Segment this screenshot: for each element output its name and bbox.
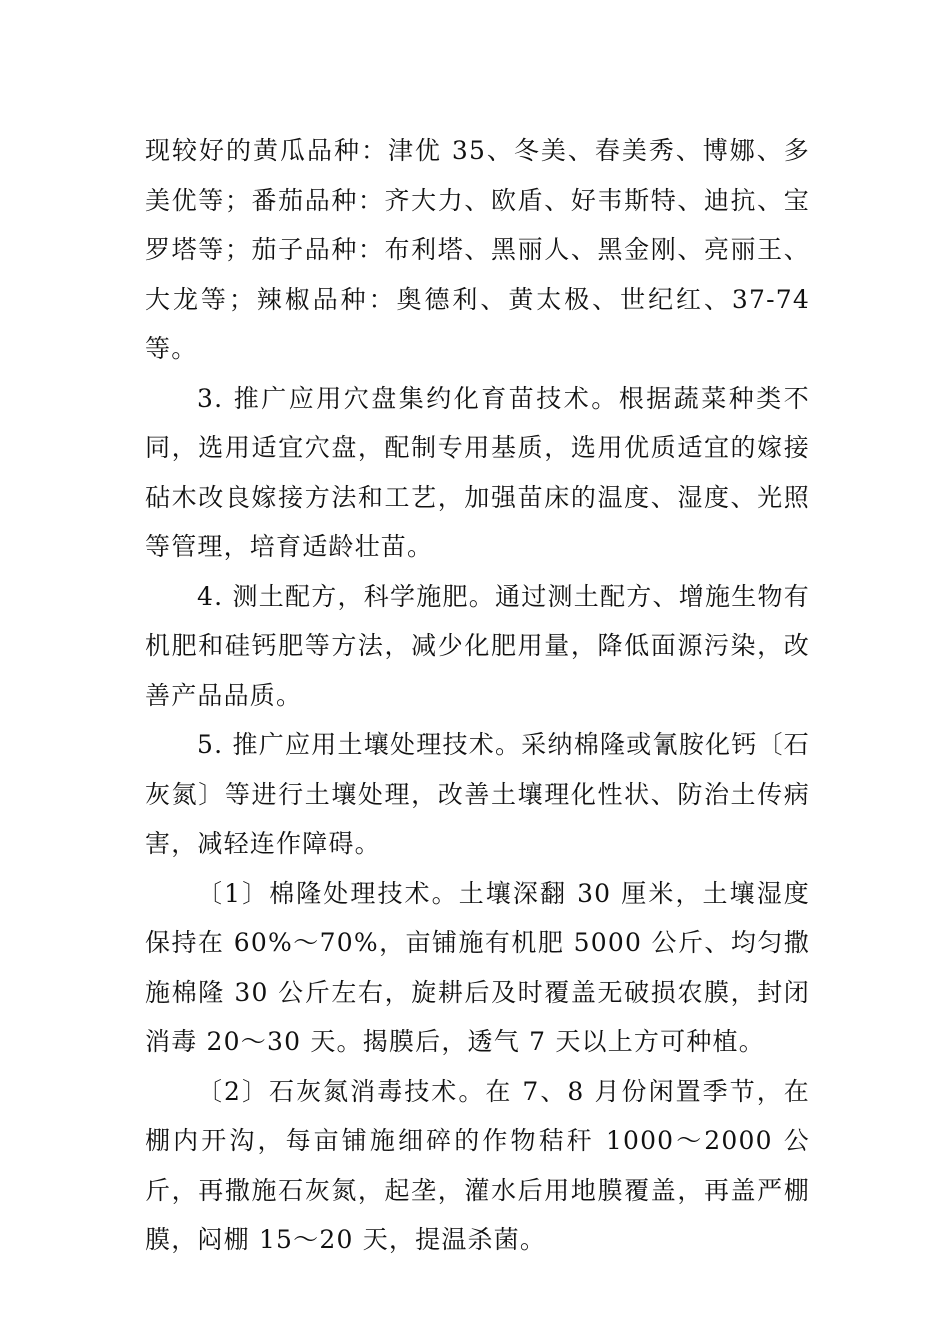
- paragraph-seedling-technique: 3. 推广应用穴盘集约化育苗技术。根据蔬菜种类不同，选用适宜穴盘，配制专用基质，选用优质适宜的嫁接砧木改良嫁接方法和工艺，加强苗床的温度、湿度、光照等管理，培育适龄壮苗。: [145, 383, 810, 561]
- paragraph-soil-testing-fertilization: 4. 测土配方，科学施肥。通过测土配方、增施生物有机肥和硅钙肥等方法，减少化肥用量，降低面源污染，改善产品品质。: [145, 581, 810, 710]
- paragraph-soil-treatment: 5. 推广应用土壤处理技术。采纳棉隆或氰胺化钙〔石灰氮〕等进行土壤处理，改善土壤理化性状、防治土传病害，减轻连作障碍。: [145, 730, 810, 858]
- paragraph-dazomet-treatment: 〔1〕棉隆处理技术。土壤深翻 30 厘米，土壤湿度保持在 60%～70%，亩铺施有机肥 5000 公斤、均匀撒施棉隆 30 公斤左右，旋耕后及时覆盖无破损农膜，封闭消毒 20～30 天。揭膜后，透气 7 天以上方可种植。: [145, 878, 810, 1056]
- paragraph-calcium-cyanamide-disinfection: 〔2〕石灰氮消毒技术。在 7、8 月份闲置季节，在棚内开沟，每亩铺施细碎的作物秸秆 1000～2000 公斤，再撒施石灰氮，起垄，灌水后用地膜覆盖，再盖严棚膜，闷棚 15～20 天，提温杀菌。: [145, 1076, 810, 1254]
- paragraph-variety-list: 现较好的黄瓜品种：津优 35、冬美、春美秀、博娜、多美优等；番茄品种：齐大力、欧盾、好韦斯特、迪抗、宝罗塔等；茄子品种：布利塔、黑丽人、黑金刚、亮丽王、大龙等；辣椒品种：奥德利、黄太极、世纪红、37-74 等。: [145, 136, 810, 363]
- document-body: [145, 126, 810, 1265]
